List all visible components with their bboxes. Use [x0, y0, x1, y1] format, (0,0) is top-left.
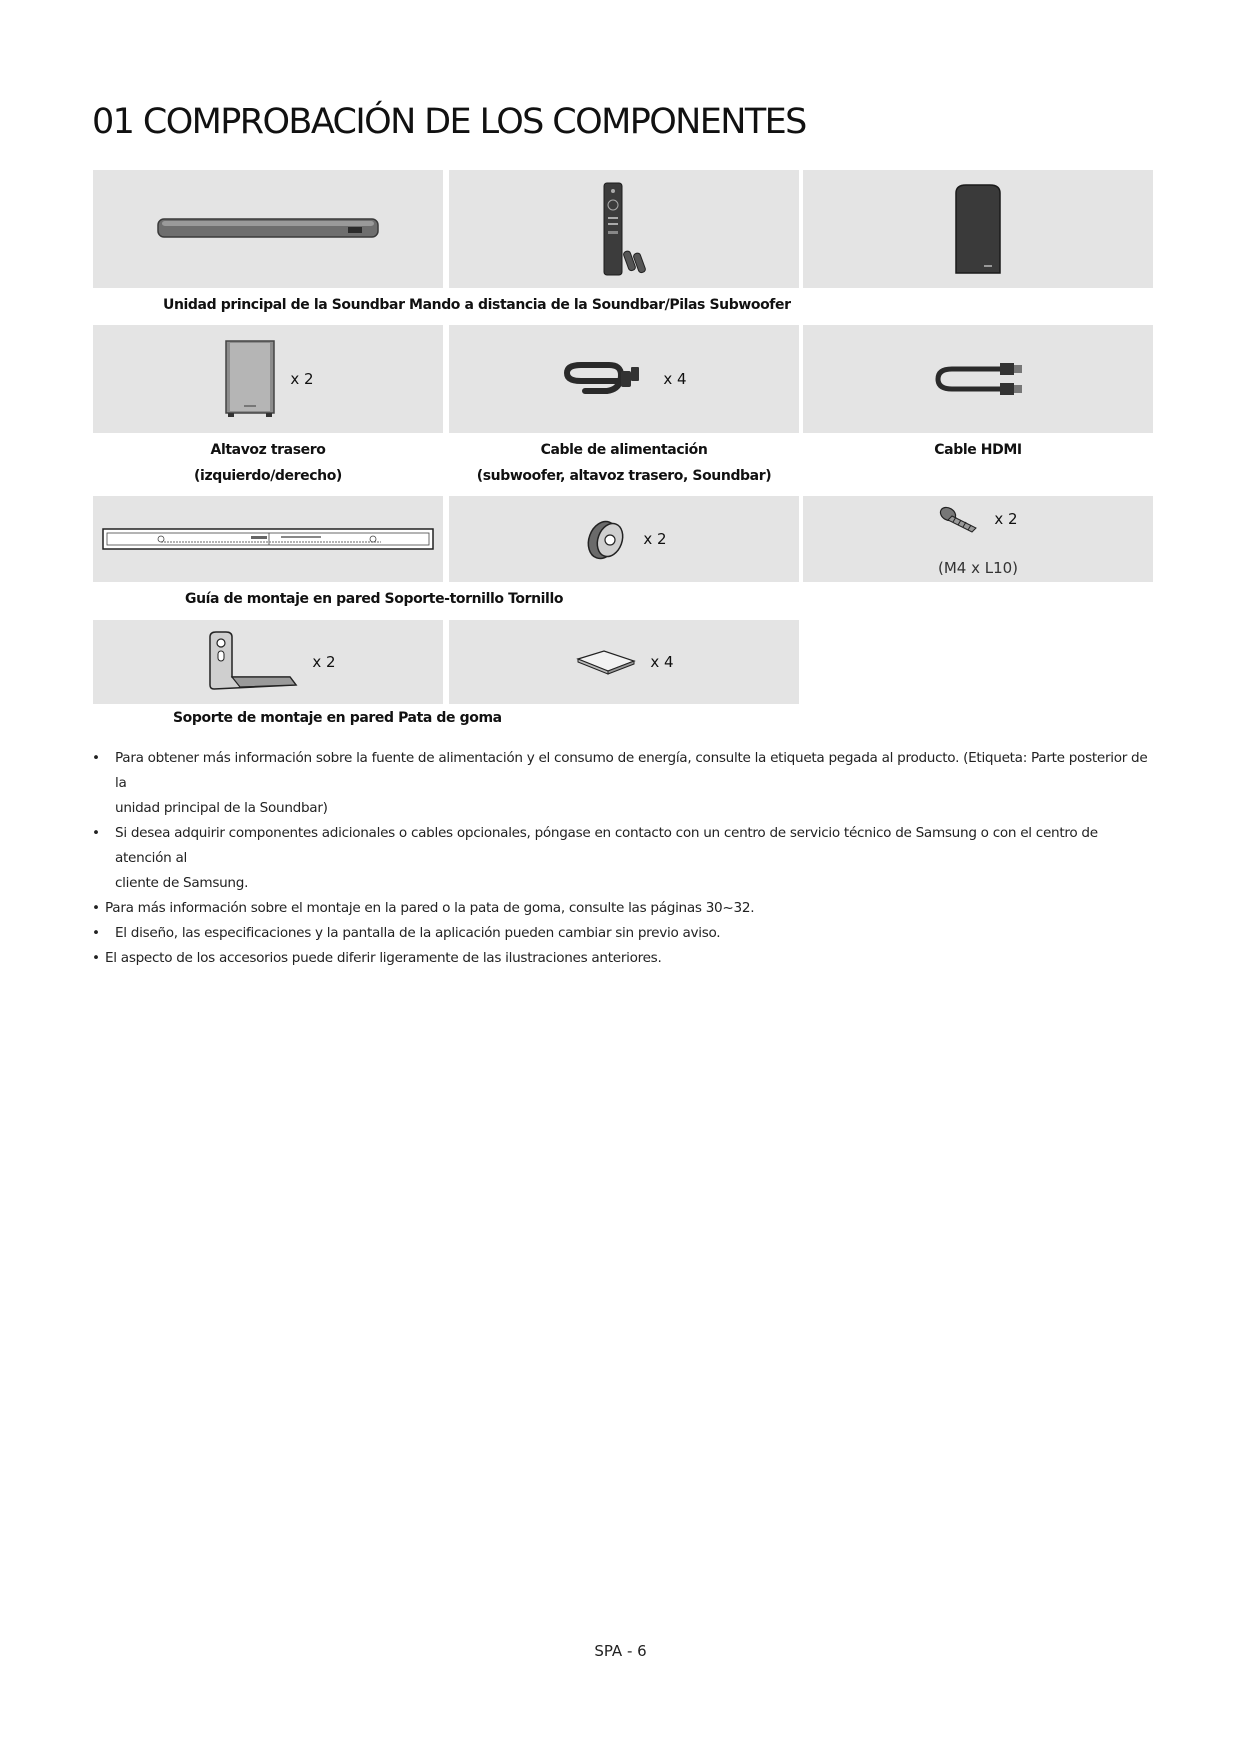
rubber-foot-quantity: x 4 — [650, 653, 674, 671]
bullet: • — [92, 900, 100, 916]
note-text: Para obtener más información sobre la fuente de alimentación y el consumo de energía, consulte la etiqueta pegada al producto. (Etiqueta: Parte posterior de la — [115, 750, 1148, 791]
power-cable-label-line2: (subwoofer, altavoz trasero, Soundbar) — [476, 468, 772, 484]
subwoofer-cell — [803, 170, 1153, 288]
wall-mount-guide-illustration — [101, 526, 435, 552]
wall-mount-guide-cell — [93, 496, 443, 582]
power-cable-cell — [449, 325, 799, 433]
note-item — [92, 946, 1152, 971]
notes-list — [92, 746, 1152, 971]
note-text-continued: unidad principal de la Soundbar) — [115, 800, 328, 816]
subwoofer-illustration — [948, 179, 1008, 279]
note-item — [92, 746, 1152, 821]
wall-bracket-cell — [93, 620, 443, 704]
power-cable-label — [449, 437, 799, 489]
note-text: Para más información sobre el montaje en la pared o la pata de goma, consulte las páginas 30~32. — [105, 900, 755, 916]
note-text: El aspecto de los accesorios puede diferir ligeramente de las ilustraciones anteriores. — [105, 950, 662, 966]
hdmi-cable-cell — [803, 325, 1153, 433]
screw-cell — [803, 496, 1153, 582]
holder-screw-quantity: x 2 — [643, 530, 667, 548]
bullet: • — [92, 825, 100, 841]
rubber-foot-cell — [449, 620, 799, 704]
note-item — [92, 821, 1152, 896]
note-text: Si desea adquirir componentes adicionales o cables opcionales, póngase en contacto con un centro de servicio técnico de Samsung o con el centro de atención al — [115, 825, 1098, 866]
power-cable-icon — [561, 359, 651, 399]
wall-bracket-quantity: x 2 — [312, 653, 336, 671]
row1-caption: Unidad principal de la Soundbar Mando a distancia de la Soundbar/Pilas Subwoofer — [163, 297, 791, 313]
page-footer: SPA - 6 — [594, 1642, 647, 1660]
power-cable-quantity: x 4 — [663, 370, 687, 388]
screw-quantity: x 2 — [994, 510, 1018, 528]
hdmi-cable-label: Cable HDMI — [934, 442, 1022, 458]
rear-speaker-label-line1: Altavoz trasero — [210, 442, 326, 458]
page-title: 01 COMPROBACIÓN DE LOS COMPONENTES — [92, 102, 806, 142]
remote-cell — [449, 170, 799, 288]
bullet: • — [92, 925, 100, 941]
row4-caption: Soporte de montaje en pared Pata de goma — [173, 710, 502, 726]
note-item — [92, 921, 1152, 946]
holder-screw-cell — [449, 496, 799, 582]
note-text: El diseño, las especificaciones y la pantalla de la aplicación pueden cambiar sin previo aviso. — [115, 925, 721, 941]
bullet: • — [92, 950, 100, 966]
holder-screw-icon — [581, 516, 631, 562]
rear-speaker-quantity: x 2 — [290, 370, 314, 388]
screw-icon — [938, 504, 982, 534]
rubber-foot-icon — [574, 647, 638, 677]
row3-caption: Guía de montaje en pared Soporte-tornillo Tornillo — [185, 591, 564, 607]
rear-speaker-label-line2: (izquierdo/derecho) — [194, 468, 342, 484]
soundbar-cell — [93, 170, 443, 288]
bullet: • — [92, 750, 100, 766]
remote-control-illustration — [594, 179, 654, 279]
wall-bracket-icon — [200, 629, 300, 695]
rear-speaker-cell — [93, 325, 443, 433]
note-item — [92, 896, 1152, 921]
note-text-continued: cliente de Samsung. — [115, 875, 249, 891]
power-cable-label-line1: Cable de alimentación — [540, 442, 708, 458]
soundbar-illustration — [152, 213, 384, 245]
rear-speaker-label — [93, 437, 443, 489]
screw-spec: (M4 x L10) — [937, 559, 1019, 577]
rear-speaker-illustration — [222, 337, 278, 421]
hdmi-cable-icon — [930, 359, 1026, 399]
